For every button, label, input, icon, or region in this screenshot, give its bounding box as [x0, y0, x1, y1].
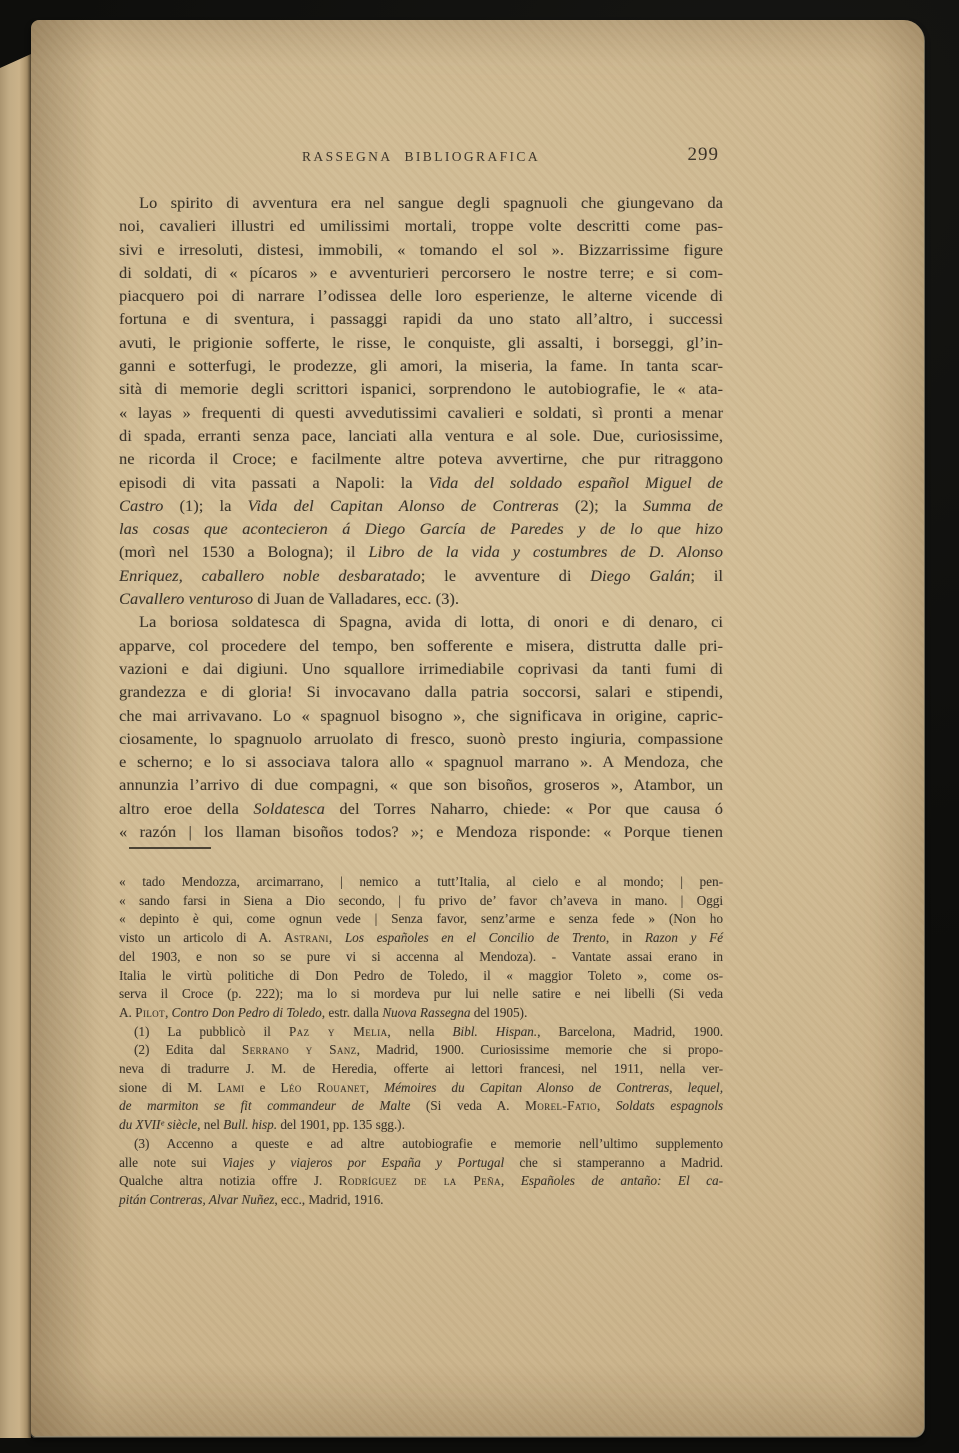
footnote-text-line: visto un articolo di A. Astrani, Los españoles en el Concilio de Trento, in Razon y Fé: [119, 930, 723, 946]
footnote-text-line: sione di M. Lami e Léo Rouanet, Mémoires du Capitan Alonso de Contreras, lequel,: [119, 1079, 724, 1095]
body-text-line: piacquero poi di narrare l’odissea delle loro esperienze, le alterne vicende di: [119, 286, 723, 306]
body-text-line: (morì nel 1530 a Bologna); il Libro de la vida y costumbres de D. Alonso: [119, 542, 723, 562]
footnote-text-line: (2) Edita dal Serrano y Sanz, Madrid, 1900. Curiosissime memorie che si propo-: [134, 1042, 723, 1058]
body-text-line: che mai arrivavano. Lo « spagnuol bisogno », che significava in origine, capric-: [119, 705, 723, 725]
body-text-line: Lo spirito di avventura era nel sangue degli spagnuoli che giungevano da: [139, 193, 723, 212]
footnote-text-line: du XVIIᵉ siècle, nel Bull. hisp. del 1901, pp. 135 sgg.).: [119, 1117, 405, 1133]
body-text-line: ganni e sotterfugi, le prodezze, gli amori, la miseria, la fame. In tanta scar-: [119, 356, 723, 376]
body-text-line: annunzia l’arrivo di due compagni, « que son bisoños, groseros », Atambor, un: [119, 775, 723, 795]
body-text-line: di spada, erranti senza pace, lanciati alla ventura e al sole. Due, curiosissime,: [119, 425, 723, 445]
body-text-line: episodi di vita passati a Napoli: la Vida del soldado español Miguel de: [119, 472, 723, 492]
footnote-text-line: neva di tradurre J. M. de Heredia, offerte ai lettori francesi, nel 1911, nella ver-: [119, 1061, 723, 1077]
footnote-text-line: (3) Accenno a queste e ad altre autobiografie e memorie nell’ultimo supplemento: [134, 1135, 723, 1151]
body-text-line: vazioni e dai digiuni. Uno squallore irrimediabile coprivasi da tanti fumi di: [119, 658, 723, 678]
running-title: RASSEGNA BIBLIOGRAFICA: [302, 149, 540, 164]
body-text-line: La boriosa soldatesca di Spagna, avida di lotta, di onori e di denaro, ci: [139, 612, 723, 632]
body-text-line: ciosamente, lo spagnuolo arruolato di fresco, suonò presto ingiuria, compassione: [119, 728, 723, 748]
footnote-text-line: Italia le virtù politiche di Don Pedro de Toledo, il « maggior Toleto », come os-: [119, 967, 723, 983]
book-page: [31, 20, 924, 1436]
footnote-text-line: Qualche altra notizia offre J. Rodríguez de la Peña, Españoles de antaño: El ca-: [119, 1173, 724, 1189]
body-text-line: « layas » frequenti di questi avvedutissimi cavalieri e soldati, sì pronti a menar: [119, 402, 723, 422]
footnote-text-line: A. Pilot, Contro Don Pedro di Toledo, estr. dalla Nuova Rassegna del 1905).: [119, 1004, 528, 1020]
page-number: 299: [687, 144, 719, 165]
body-text-line: altro eroe della Soldatesca del Torres Naharro, chiede: « Por que causa ó: [119, 798, 723, 818]
body-text-line: Cavallero venturoso di Juan de Valladares, ecc. (3).: [119, 589, 460, 609]
body-text-line: ne ricorda il Croce; e facilmente altre poteva avvertirne, che pur ritraggono: [119, 449, 723, 469]
body-text-line: fortuna e di sventura, i passaggi rapidi da uno stato all’altro, i successi: [119, 309, 723, 329]
body-text-line: Castro (1); la Vida del Capitan Alonso de Contreras (2); la Summa de: [119, 495, 723, 515]
footnote-text-line: serva il Croce (p. 222); ma lo si mordeva pur lui nelle satire e nei libelli (Si veda: [119, 986, 723, 1002]
footnote-text-line: alle note sui Viajes y viajeros por España y Portugal che si stamperanno a Madrid.: [119, 1154, 723, 1170]
body-text-line: sità di memorie degli scrittori ispanici, sorprendono le autobiografie, le « ata-: [119, 379, 723, 399]
body-text-line: e scherno; e lo si associava talora allo « spagnuol marrano ». A Mendoza, che: [119, 752, 723, 772]
footnote-text-line: « sando farsi in Siena a Dio secondo, | fu privo de’ favor ch’aveva in mano. | Oggi: [119, 892, 723, 908]
footnote-text-line: de marmiton se fit commandeur de Malte (Si veda A. Morel-Fatio, Soldats espagnols: [119, 1098, 724, 1114]
body-text-line: sivi e irresoluti, distesi, immobili, « tomando el sol ». Bizzarrissime figure: [119, 239, 723, 259]
footnote-text-line: pitán Contreras, Alvar Nuñez, ecc., Madrid, 1916.: [119, 1191, 384, 1207]
body-text-line: las cosas que acontecieron á Diego García de Paredes y de lo que hizo: [119, 519, 723, 539]
body-text-line: apparve, col procedere del tempo, ben sofferente e misera, distrutta dalle pri-: [119, 635, 723, 655]
footnote-text-line: « depinto è qui, come ognun vede | Senza favor, senz’arme e senza fede » (Non ho: [119, 911, 723, 927]
page-header: [119, 144, 723, 170]
adjacent-page-edge: [0, 54, 31, 1438]
body-text-line: noi, cavalieri illustri ed umilissimi mortali, troppe volte descritti come pas-: [119, 216, 723, 236]
footnotes: [119, 873, 723, 1210]
footnote-text-line: (1) La pubblicò il Paz y Melia, nella Bibl. Hispan., Barcelona, Madrid, 1900.: [134, 1023, 723, 1039]
body-text-line: di soldati, di « pícaros » e avventurieri percorsero le nostre terre; e si com-: [119, 262, 723, 282]
footnote-text-line: del 1903, e non so se pure vi si accenna al Mendoza). - Vantate assai erano in: [119, 948, 723, 964]
footnote-separator: [129, 847, 211, 849]
body-text-line: avuti, le prigionie sofferte, le risse, le conquiste, gli assalti, i borseggi, gl’in-: [119, 332, 723, 352]
body-text-line: « razón | los llaman bisoños todos? »; e Mendoza risponde: « Porque tienen: [119, 822, 723, 842]
body-text-line: grandezza e di gloria! Si invocavano dalla patria soccorsi, salari e stipendi,: [119, 682, 723, 702]
footnote-text-line: « tado Mendozza, arcimarrano, | nemico a tutt’Italia, al cielo e al mondo; | pen-: [119, 874, 723, 889]
body-text: [119, 191, 723, 843]
body-text-line: Enriquez, caballero noble desbaratado; le avventure di Diego Galán; il: [119, 565, 723, 585]
